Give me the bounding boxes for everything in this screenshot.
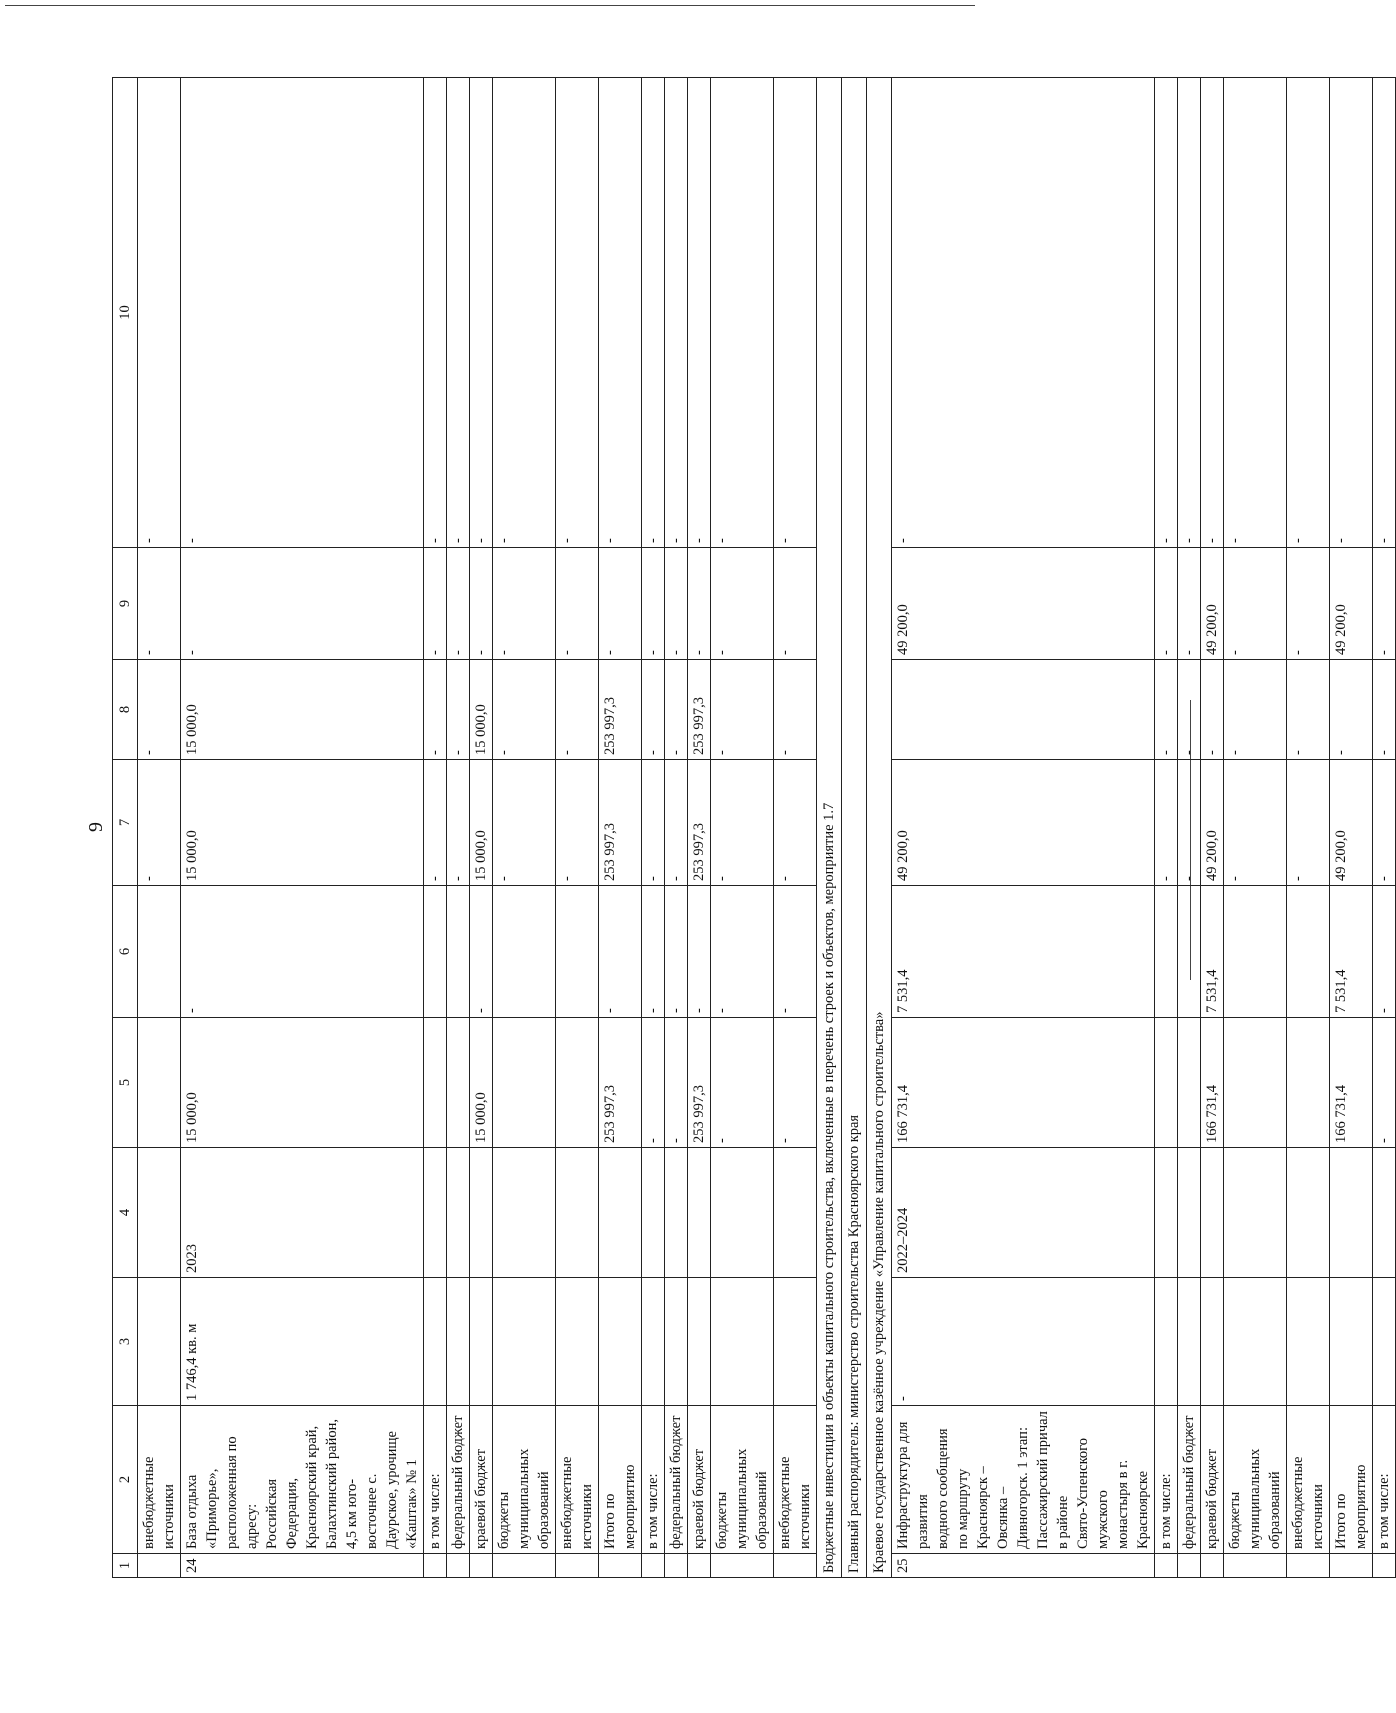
- value-cell: -: [1201, 660, 1224, 760]
- table-row: [470, 78, 493, 1578]
- value-cell: -: [599, 886, 642, 1018]
- value-cell: 253 997,3: [688, 660, 711, 760]
- table-row: [1373, 78, 1396, 1578]
- row-number-cell: [642, 1554, 665, 1578]
- section-header-row: [817, 78, 842, 1578]
- value-cell: -: [665, 1018, 688, 1148]
- row-number-cell: [424, 1554, 447, 1578]
- value-cell: -: [642, 1018, 665, 1148]
- value-cell: [447, 1278, 470, 1406]
- table-row: [447, 78, 470, 1578]
- row-number-cell: [1330, 1554, 1373, 1578]
- value-cell: 166 731,4: [1330, 1018, 1373, 1148]
- table-row: [711, 78, 774, 1578]
- value-cell: -: [774, 660, 817, 760]
- row-label-cell: внебюджетные источники: [138, 1406, 181, 1554]
- row-label-cell: бюджеты муниципальных образований: [1224, 1406, 1287, 1554]
- value-cell: [447, 886, 470, 1018]
- value-cell: -: [493, 548, 556, 660]
- row-label-cell: федеральный бюджет: [665, 1406, 688, 1554]
- column-header: 9: [113, 548, 138, 660]
- column-header: 6: [113, 886, 138, 1018]
- value-cell: 15 000,0: [181, 1018, 424, 1148]
- value-cell: [556, 1278, 599, 1406]
- value-cell: -: [774, 886, 817, 1018]
- value-cell: -: [1178, 548, 1201, 660]
- value-cell: -: [424, 760, 447, 886]
- section-header-text: Главный распорядитель: министерство строительства Красноярского края: [842, 78, 867, 1578]
- value-cell: -: [1287, 548, 1330, 660]
- value-cell: -: [424, 660, 447, 760]
- value-cell: [1224, 1018, 1287, 1148]
- value-cell: -: [1373, 78, 1396, 548]
- column-number-row: [113, 78, 138, 1578]
- value-cell: -: [774, 548, 817, 660]
- value-cell: -: [447, 78, 470, 548]
- value-cell: [556, 1148, 599, 1278]
- value-cell: -: [642, 78, 665, 548]
- value-cell: [1201, 1278, 1224, 1406]
- value-cell: [493, 1148, 556, 1278]
- value-cell: -: [711, 548, 774, 660]
- value-cell: 2023: [181, 1148, 424, 1278]
- value-cell: -: [1287, 78, 1330, 548]
- value-cell: -: [892, 78, 1155, 548]
- value-cell: 49 200,0: [892, 548, 1155, 660]
- value-cell: 49 200,0: [1330, 548, 1373, 660]
- row-number-cell: [138, 1554, 181, 1578]
- value-cell: -: [447, 548, 470, 660]
- value-cell: -: [447, 660, 470, 760]
- value-cell: -: [1155, 78, 1178, 548]
- section-header-text: Бюджетные инвестиции в объекты капитального строительства, включенные в перечень строек и объектов, мероприятие 1.7: [817, 78, 842, 1578]
- value-cell: -: [642, 548, 665, 660]
- value-cell: -: [1224, 548, 1287, 660]
- column-header: 3: [113, 1278, 138, 1406]
- value-cell: [493, 886, 556, 1018]
- value-cell: 253 997,3: [599, 1018, 642, 1148]
- budget-table: [112, 77, 1396, 1578]
- value-cell: -: [556, 78, 599, 548]
- value-cell: [424, 1018, 447, 1148]
- table-row: [665, 78, 688, 1578]
- scan-edge-top: [5, 5, 975, 6]
- value-cell: [688, 1148, 711, 1278]
- value-cell: [1330, 1148, 1373, 1278]
- value-cell: -: [138, 548, 181, 660]
- value-cell: -: [665, 760, 688, 886]
- value-cell: 253 997,3: [688, 760, 711, 886]
- row-number-cell: [1287, 1554, 1330, 1578]
- value-cell: -: [665, 548, 688, 660]
- value-cell: [556, 886, 599, 1018]
- value-cell: 7 531,4: [1201, 886, 1224, 1018]
- value-cell: [138, 1018, 181, 1148]
- value-cell: -: [1178, 78, 1201, 548]
- value-cell: [599, 1148, 642, 1278]
- value-cell: 15 000,0: [181, 760, 424, 886]
- value-cell: -: [642, 886, 665, 1018]
- value-cell: [493, 1018, 556, 1148]
- value-cell: -: [424, 548, 447, 660]
- value-cell: [642, 1148, 665, 1278]
- row-label-cell: федеральный бюджет: [447, 1406, 470, 1554]
- column-header: 5: [113, 1018, 138, 1148]
- value-cell: -: [556, 660, 599, 760]
- value-cell: [447, 1148, 470, 1278]
- value-cell: -: [1287, 660, 1330, 760]
- row-label-cell: бюджеты муниципальных образований: [711, 1406, 774, 1554]
- value-cell: [1287, 1148, 1330, 1278]
- value-cell: [138, 1278, 181, 1406]
- value-cell: 49 200,0: [1330, 760, 1373, 886]
- value-cell: -: [1155, 760, 1178, 886]
- value-cell: 1 746,4 кв. м: [181, 1278, 424, 1406]
- row-number-cell: [1155, 1554, 1178, 1578]
- rotated-table-container: [112, 78, 1392, 1578]
- value-cell: -: [1373, 1018, 1396, 1148]
- section-header-row: [842, 78, 867, 1578]
- value-cell: 49 200,0: [1201, 548, 1224, 660]
- value-cell: -: [642, 760, 665, 886]
- table-row: [1330, 78, 1373, 1578]
- value-cell: -: [1155, 660, 1178, 760]
- table-row: [599, 78, 642, 1578]
- value-cell: -: [424, 78, 447, 548]
- value-cell: -: [774, 1018, 817, 1148]
- value-cell: -: [665, 78, 688, 548]
- row-number-cell: [1201, 1554, 1224, 1578]
- value-cell: -: [665, 886, 688, 1018]
- table-row: [1224, 78, 1287, 1578]
- value-cell: [774, 1278, 817, 1406]
- value-cell: -: [181, 78, 424, 548]
- row-label-cell: федеральный бюджет: [1178, 1406, 1201, 1554]
- value-cell: -: [711, 1018, 774, 1148]
- value-cell: [1178, 886, 1201, 1018]
- value-cell: [1178, 1278, 1201, 1406]
- value-cell: [1287, 1018, 1330, 1148]
- value-cell: [642, 1278, 665, 1406]
- value-cell: -: [688, 78, 711, 548]
- value-cell: [138, 1148, 181, 1278]
- value-cell: -: [711, 660, 774, 760]
- value-cell: [1287, 886, 1330, 1018]
- value-cell: [1373, 1148, 1396, 1278]
- table-row: [1155, 78, 1178, 1578]
- value-cell: [774, 1148, 817, 1278]
- value-cell: -: [1224, 78, 1287, 548]
- row-label-cell: в том числе:: [642, 1406, 665, 1554]
- row-number-cell: [1373, 1554, 1396, 1578]
- value-cell: [1201, 1148, 1224, 1278]
- value-cell: 253 997,3: [688, 1018, 711, 1148]
- value-cell: -: [688, 886, 711, 1018]
- value-cell: 7 531,4: [892, 886, 1155, 1018]
- value-cell: -: [1373, 660, 1396, 760]
- row-number-cell: [1224, 1554, 1287, 1578]
- value-cell: -: [493, 78, 556, 548]
- value-cell: -: [1330, 660, 1373, 760]
- value-cell: -: [1373, 886, 1396, 1018]
- value-cell: -: [470, 548, 493, 660]
- row-number-cell: 24: [181, 1554, 424, 1578]
- value-cell: 15 000,0: [181, 660, 424, 760]
- value-cell: [1155, 1018, 1178, 1148]
- value-cell: -: [711, 886, 774, 1018]
- row-label-cell: внебюджетные источники: [774, 1406, 817, 1554]
- value-cell: [447, 1018, 470, 1148]
- value-cell: -: [1373, 548, 1396, 660]
- row-number-cell: [447, 1554, 470, 1578]
- value-cell: 49 200,0: [892, 760, 1155, 886]
- value-cell: -: [470, 78, 493, 548]
- value-cell: -: [688, 548, 711, 660]
- row-label-cell: внебюджетные источники: [556, 1406, 599, 1554]
- table-row: [181, 78, 424, 1578]
- row-label-cell: в том числе:: [424, 1406, 447, 1554]
- row-number-cell: [711, 1554, 774, 1578]
- value-cell: -: [181, 886, 424, 1018]
- row-number-cell: [774, 1554, 817, 1578]
- table-row: [892, 78, 1155, 1578]
- value-cell: [892, 660, 1155, 760]
- section-header-text: Краевое государственное казённое учреждение «Управление капитального строительства»: [867, 78, 892, 1578]
- value-cell: [1155, 1148, 1178, 1278]
- value-cell: -: [493, 760, 556, 886]
- row-number-cell: [556, 1554, 599, 1578]
- value-cell: -: [1373, 760, 1396, 886]
- value-cell: 253 997,3: [599, 660, 642, 760]
- column-header: 7: [113, 760, 138, 886]
- column-header: 10: [113, 78, 138, 548]
- table-row: [688, 78, 711, 1578]
- value-cell: [138, 886, 181, 1018]
- section-header-row: [867, 78, 892, 1578]
- table-row: [493, 78, 556, 1578]
- value-cell: -: [1178, 660, 1201, 760]
- row-number-cell: 25: [892, 1554, 1155, 1578]
- value-cell: [556, 1018, 599, 1148]
- value-cell: 253 997,3: [599, 760, 642, 886]
- value-cell: -: [447, 760, 470, 886]
- value-cell: 7 531,4: [1330, 886, 1373, 1018]
- value-cell: [1287, 1278, 1330, 1406]
- value-cell: 166 731,4: [892, 1018, 1155, 1148]
- value-cell: -: [470, 886, 493, 1018]
- value-cell: -: [181, 548, 424, 660]
- value-cell: -: [556, 548, 599, 660]
- value-cell: 15 000,0: [470, 1018, 493, 1148]
- row-number-cell: [493, 1554, 556, 1578]
- row-label-cell: краевой бюджет: [688, 1406, 711, 1554]
- value-cell: [711, 1278, 774, 1406]
- value-cell: [665, 1148, 688, 1278]
- row-label-cell: в том числе:: [1155, 1406, 1178, 1554]
- column-header: 1: [113, 1554, 138, 1578]
- table-body: [138, 78, 1396, 1578]
- value-cell: [1178, 1018, 1201, 1148]
- value-cell: [1330, 1278, 1373, 1406]
- value-cell: 15 000,0: [470, 760, 493, 886]
- value-cell: [493, 1278, 556, 1406]
- page-number: 9: [85, 822, 107, 832]
- table-row: [138, 78, 181, 1578]
- value-cell: [1155, 886, 1178, 1018]
- column-header: 2: [113, 1406, 138, 1554]
- value-cell: -: [711, 78, 774, 548]
- value-cell: -: [493, 660, 556, 760]
- value-cell: -: [665, 660, 688, 760]
- row-number-cell: [688, 1554, 711, 1578]
- value-cell: [665, 1278, 688, 1406]
- row-label-cell: Итого по мероприятию: [599, 1406, 642, 1554]
- value-cell: 15 000,0: [470, 660, 493, 760]
- value-cell: [1178, 1148, 1201, 1278]
- value-cell: [424, 1148, 447, 1278]
- table-row: [774, 78, 817, 1578]
- table-row: [1287, 78, 1330, 1578]
- row-label-cell: краевой бюджет: [1201, 1406, 1224, 1554]
- value-cell: [688, 1278, 711, 1406]
- value-cell: -: [556, 760, 599, 886]
- value-cell: [1224, 1148, 1287, 1278]
- value-cell: -: [1201, 78, 1224, 548]
- value-cell: [1155, 1278, 1178, 1406]
- value-cell: [424, 886, 447, 1018]
- row-label-cell: База отдыха «Приморье», расположенная по адресу: Российская Федерация, Красноярский край, Балахтинский район, 4,5 км юго- восточнее с. Даурское, урочище «Каштак» № 1: [181, 1406, 424, 1554]
- value-cell: [711, 1148, 774, 1278]
- table-row: [1201, 78, 1224, 1578]
- value-cell: -: [774, 78, 817, 548]
- value-cell: [1373, 1278, 1396, 1406]
- column-header: 4: [113, 1148, 138, 1278]
- value-cell: -: [138, 660, 181, 760]
- value-cell: 166 731,4: [1201, 1018, 1224, 1148]
- row-label-cell: краевой бюджет: [470, 1406, 493, 1554]
- value-cell: -: [892, 1278, 1155, 1406]
- row-number-cell: [470, 1554, 493, 1578]
- value-cell: -: [1178, 760, 1201, 886]
- value-cell: -: [1155, 548, 1178, 660]
- value-cell: -: [774, 760, 817, 886]
- value-cell: -: [642, 660, 665, 760]
- value-cell: -: [1287, 760, 1330, 886]
- row-label-cell: внебюджетные источники: [1287, 1406, 1330, 1554]
- value-cell: [599, 1278, 642, 1406]
- value-cell: -: [711, 760, 774, 886]
- value-cell: -: [138, 760, 181, 886]
- row-label-cell: в том числе:: [1373, 1406, 1396, 1554]
- value-cell: 49 200,0: [1201, 760, 1224, 886]
- table-row: [642, 78, 665, 1578]
- value-cell: -: [138, 78, 181, 548]
- table-row: [1178, 78, 1201, 1578]
- value-cell: [470, 1278, 493, 1406]
- row-label-cell: бюджеты муниципальных образований: [493, 1406, 556, 1554]
- row-number-cell: [1178, 1554, 1201, 1578]
- value-cell: -: [599, 78, 642, 548]
- value-cell: -: [1224, 760, 1287, 886]
- value-cell: [424, 1278, 447, 1406]
- value-cell: [1224, 886, 1287, 1018]
- row-number-cell: [665, 1554, 688, 1578]
- value-cell: -: [599, 548, 642, 660]
- table-row: [424, 78, 447, 1578]
- table-row: [556, 78, 599, 1578]
- row-number-cell: [599, 1554, 642, 1578]
- row-label-cell: Инфраструктура для развития водного сообщения по маршруту Красноярск – Овсянка – Дивногорск. 1 этап: Пассажирский причал в районе Свято-Успенского мужского монастыря в г. Красноярске: [892, 1406, 1155, 1554]
- value-cell: [470, 1148, 493, 1278]
- value-cell: 2022–2024: [892, 1148, 1155, 1278]
- row-label-cell: Итого по мероприятию: [1330, 1406, 1373, 1554]
- value-cell: [1224, 1278, 1287, 1406]
- value-cell: -: [1330, 78, 1373, 548]
- column-header: 8: [113, 660, 138, 760]
- value-cell: -: [1224, 660, 1287, 760]
